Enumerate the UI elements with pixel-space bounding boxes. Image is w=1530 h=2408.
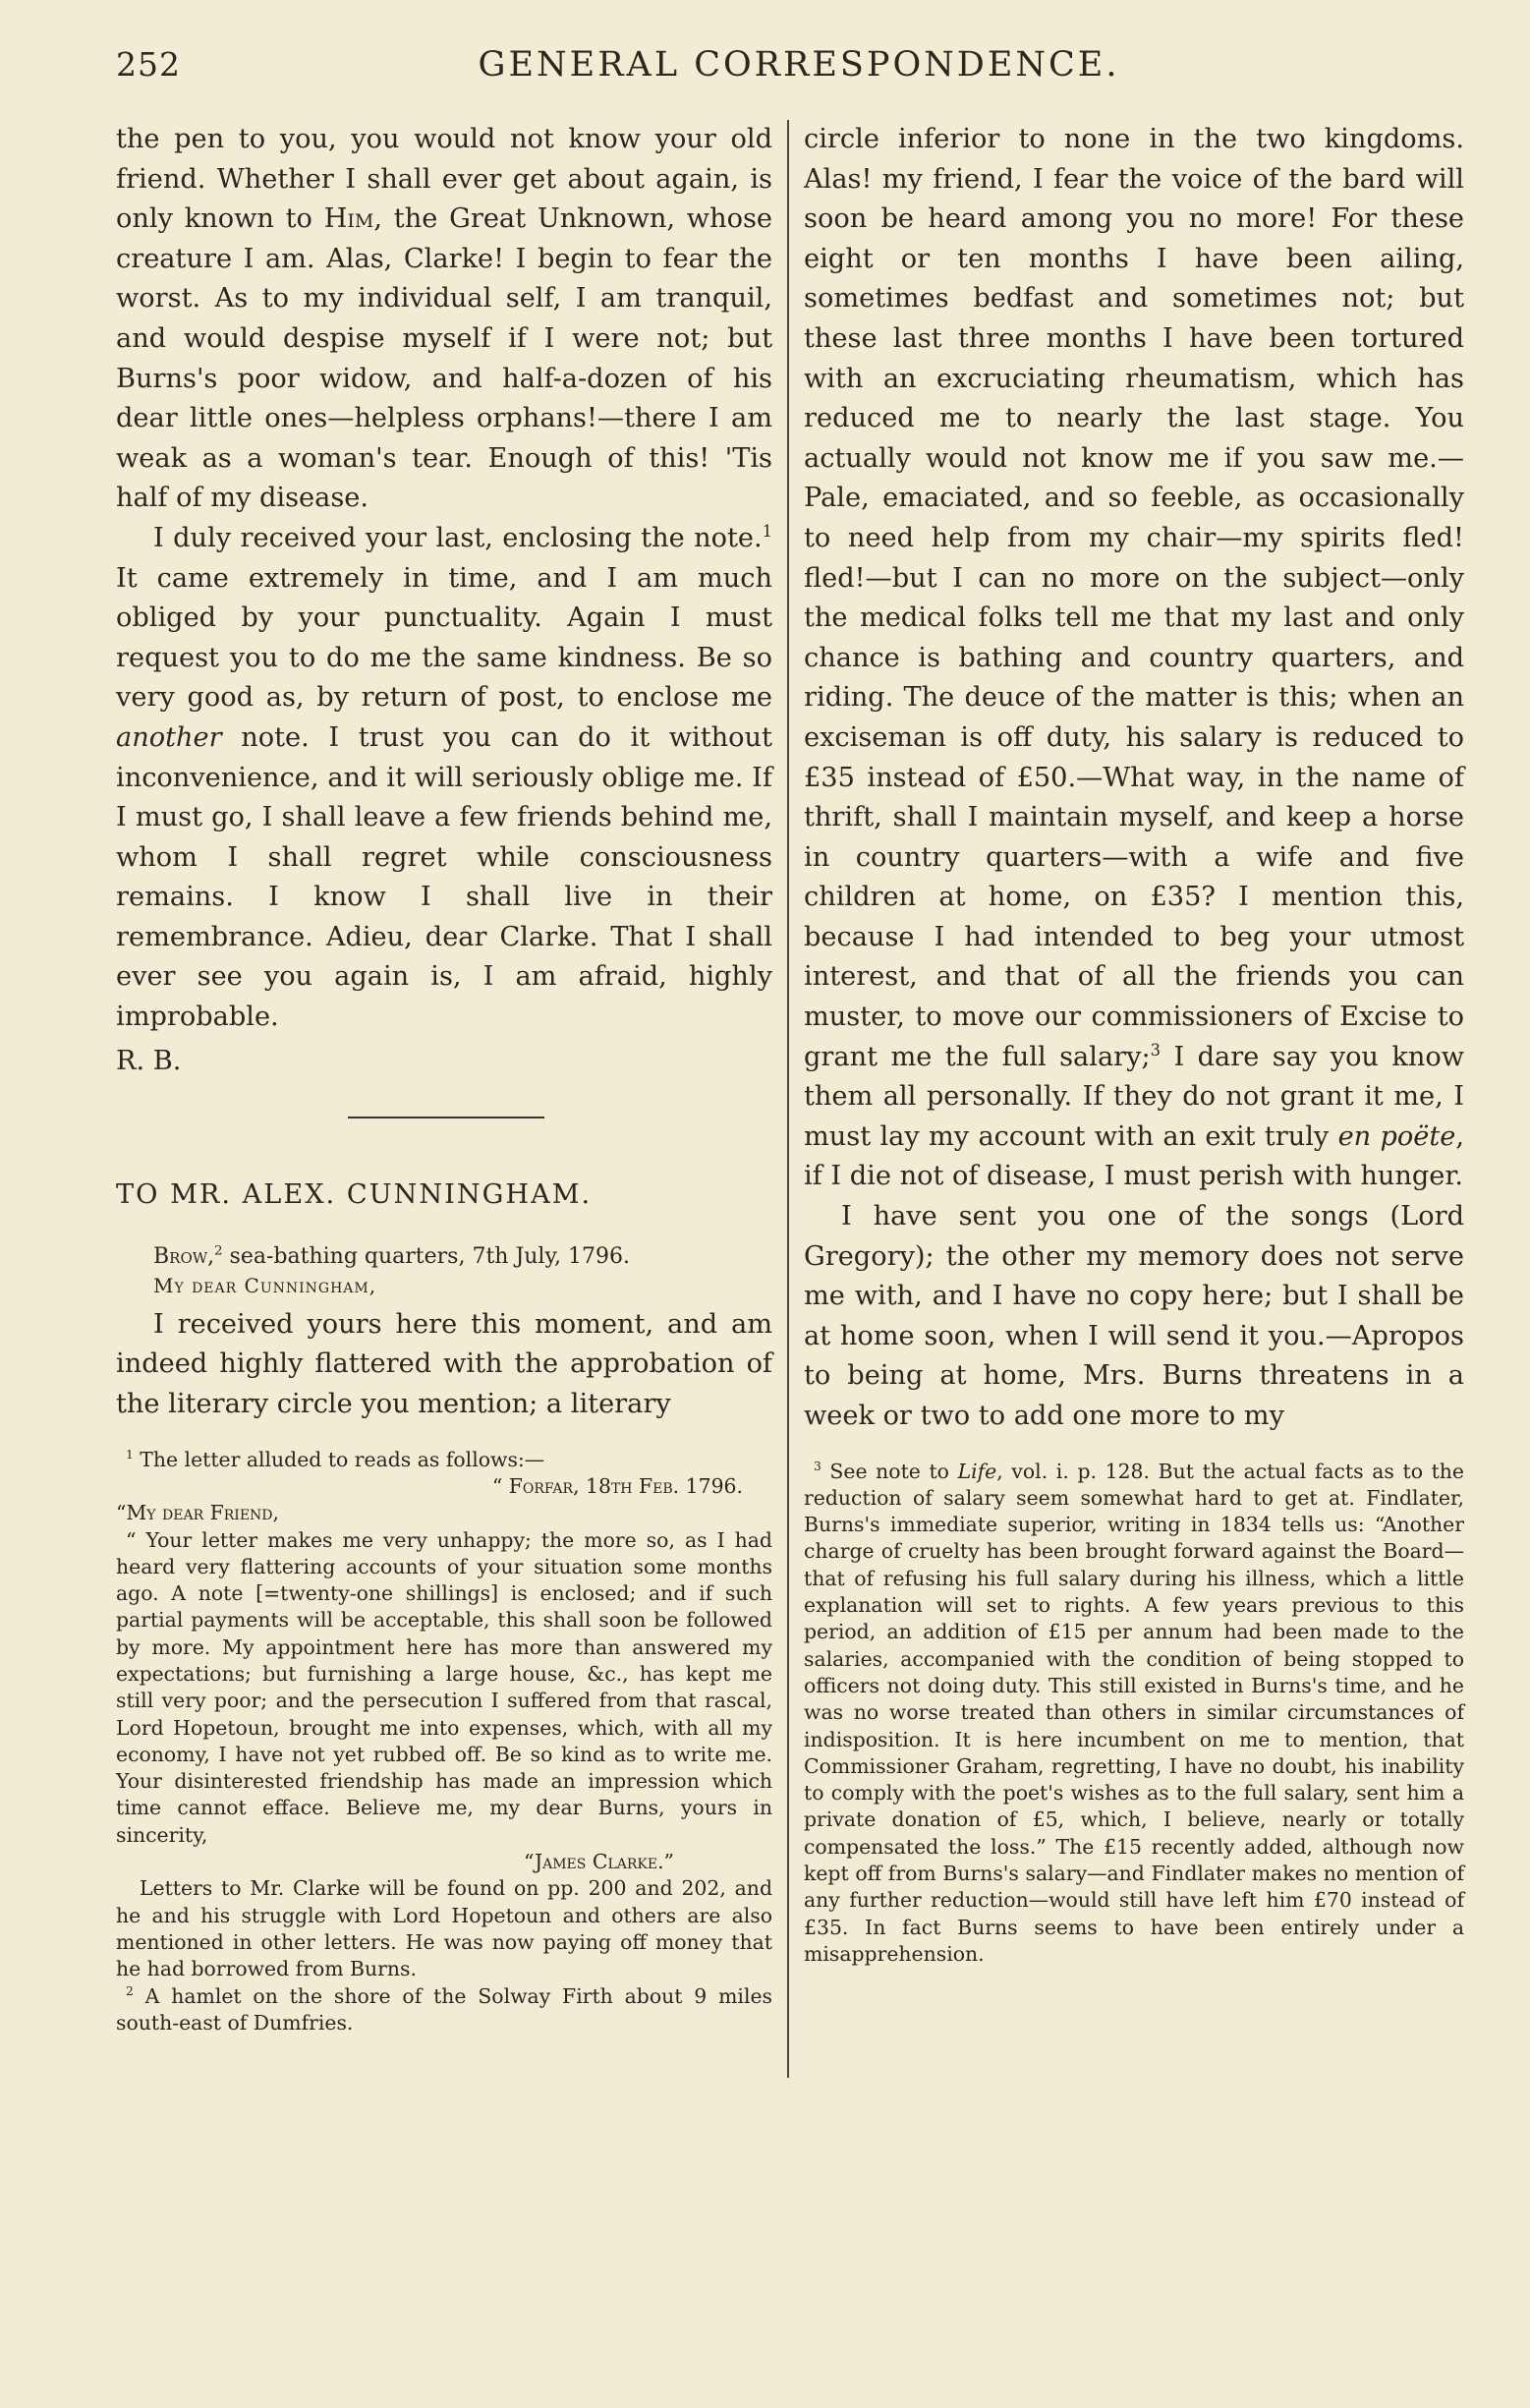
page-header [116,45,1482,100]
left-column [116,120,772,2036]
footnotes [804,1459,1464,1969]
footnote-signature: “James Clarke.” [524,1850,674,1874]
salutation: My dear Cunningham, [153,1273,377,1297]
footnote: $^1$ The letter alluded to reads as follows:— [126,1447,545,1471]
footnote-salutation: “My dear Friend, [116,1501,279,1525]
letter-paragraph: I have sent you one of the songs (Lord Gregory); the other my memory does not serve me with, and I have no copy here; but I shall be at home soon, when I will send it you.—Apropos to being at home, Mrs. Burns threatens in a week or two to add one more to my [804,1201,1464,1431]
separator-rule [348,1117,544,1118]
letter-paragraph: the pen to you, you would not know your old friend. Whether I shall ever get about again, is only known to Him, the Great Unknown, whose creature I am. Alas, Clarke! I begin to fear the worst. As to my individual self, I am tranquil, and would despise myself if I were not; but Burns's poor widow, and half-a-dozen of his dear little ones—helpless orphans!—there I am weak as a woman's tear. Enough of this! 'Tis half of my disease. [116,124,772,514]
signature: R. B. [116,1045,182,1076]
footnote-ref: 1 [762,521,772,541]
column-rule [787,120,789,2078]
page-number: 252 [116,45,181,84]
letter-paragraph: circle inferior to none in the two kingdoms. Alas! my friend, I fear the voice of the bard will soon be heard among you no more! For these eight or ten months I have been ailing, sometimes bedfast and sometimes not; but these last three months I have been tortured with an excruciating rheumatism, which has reduced me to nearly the last stage. You actually would not know me if you saw me.—Pale, emaciated, and so feeble, as occasionally to need help from my chair—my spirits fled! fled!—but I can no more on the subject—only the medical folks tell me that my last and only chance is bathing and country quarters, and riding. The deuce of the matter is this; when an exciseman is off duty, his salary is reduced to £35 instead of £50.—What way, in the name of thrift, shall I maintain myself, and keep a horse in country quarters—with a wife and five children at home, on £35? I mention this, because I had intended to beg your utmost interest, and that of all the friends you can muster, to move our commissioners of Excise to grant me the full salary;$^3$ I dare say you know them all personally. If they do not grant it me, I must lay my account with an exit truly en poëte, if I die not of disease, I must perish with hunger. [804,124,1464,1192]
footnote-body: Letters to Mr. Clarke will be found on pp. 200 and 202, and he and his struggle with Lord Hopetoun and others are also mentioned in other letters. He was now paying off money that he had borrowed from Burns. [116,1876,772,1981]
footnote: $^3$ See note to Life, vol. i. p. 128. But the actual facts as to the reduction of salary seem somewhat hard to get at. Findlater, Burns's immediate superior, writing in 1834 tells us: “Another charge of cruelty has been brought forward against the Board—that of refusing his full salary during his illness, which a little explanation will set to rights. A few years previous to this period, an addition of £15 per annum had been made to the salaries, accompanied with the condition of being stopped to officers not doing duty. This still existed in Burns's time, and he was no worse treated than others in similar circumstances of indisposition. It is here incumbent on me to mention, that Commissioner Graham, regretting, I have no doubt, his inability to comply with the poet's wishes as to the full salary, sent him a private donation of £5, which, I believe, nearly or totally compensated the loss.” The £15 recently added, although now kept off from Burns's salary—and Findlater makes no mention of any further reduction—would still have left him £70 instead of £35. In fact Burns seems to have been entirely under a misapprehension. [804,1459,1464,1966]
dateline: Brow,$^2$ sea-bathing quarters, 7th July, 1796. [153,1243,630,1269]
footnote-date: “ Forfar, 18th Feb. 1796. [491,1473,743,1498]
running-title: GENERAL CORRESPONDENCE. [478,45,1120,85]
footnote-body: “ Your letter makes me very unhappy; the more so, as I had heard very flattering accounts of your situation some months ago. A note [=twenty-one shillings] is enclosed; and if such partial payments will be acceptable, this shall soon be followed by more. My appointment here has more than answered my expectations; but furnishing a large house, &c., has kept me still very poor; and the persecution I suffered from that rascal, Lord Hopetoun, brought me into expenses, which, with all my economy, I have not yet rubbed off. Be so kind as to write me. Your disinterested friendship has made an impression which time cannot efface. Believe me, my dear Burns, yours in sincerity, [116,1527,772,1847]
right-column [804,120,1464,1968]
letter-title: TO MR. ALEX. CUNNINGHAM. [116,1179,593,1211]
letter-paragraph: I received yours here this moment, and am indeed highly flattered with the approbation of the literary circle you mention; a literary [116,1308,772,1420]
footnote-ref: 2 [214,1243,223,1259]
footnote-ref: 3 [1150,1040,1162,1060]
letter-paragraph: I duly received your last, enclosing the note.$^1$ It came extremely in time, and I am much obliged by your punctuality. Again I must request you to do me the same kindness. Be so very good as, by return of post, to enclose me another note. I trust you can do it without inconvenience, and it will seriously oblige me. If I must go, I shall leave a few friends behind me, whom I shall regret while consciousness remains. I know I shall live in their remembrance. Adieu, dear Clarke. That I shall ever see you again is, I am afraid, highly improbable. [116,521,772,1033]
footnote: $^2$ A hamlet on the shore of the Solway Firth about 9 miles south-east of Dumfries. [116,1983,772,2035]
footnotes [116,1447,772,2037]
